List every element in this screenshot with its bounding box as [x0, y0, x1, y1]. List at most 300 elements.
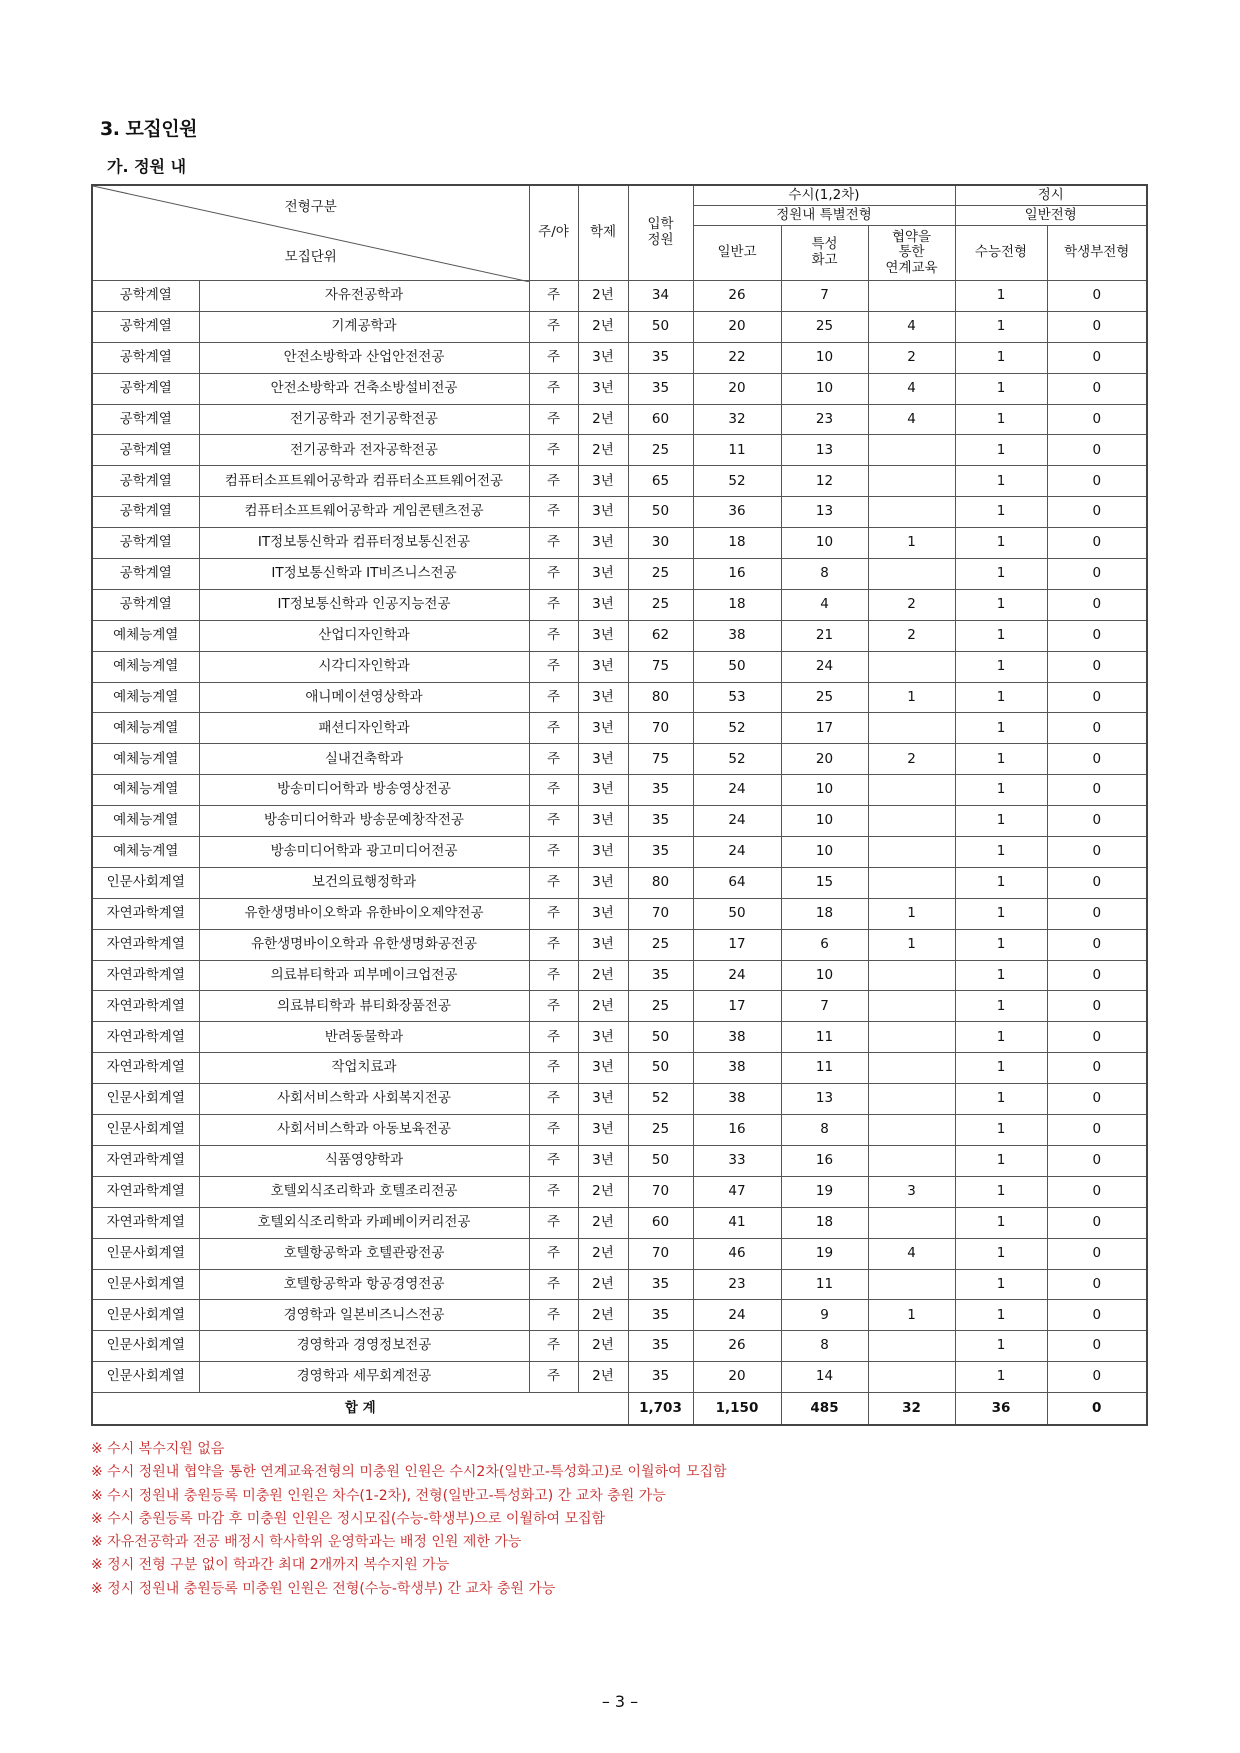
- csat-cell: 1: [955, 311, 1047, 342]
- dept-cell: 식품영양학과: [199, 1145, 529, 1176]
- csat-cell: 1: [955, 806, 1047, 837]
- notes-list: [91, 1438, 727, 1601]
- csat-cell: 1: [955, 281, 1047, 312]
- dept-cell: 사회서비스학과 아동보육전공: [199, 1115, 529, 1146]
- table-row: [92, 651, 1147, 682]
- quota-cell: 35: [628, 1300, 693, 1331]
- header-susi: 수시(1,2차): [693, 185, 955, 206]
- field-cell: 예체능계열: [92, 682, 199, 713]
- day-night-cell: 주: [529, 775, 578, 806]
- day-night-cell: 주: [529, 373, 578, 404]
- general-cell: 38: [693, 620, 781, 651]
- day-night-cell: 주: [529, 806, 578, 837]
- general-cell: 38: [693, 1022, 781, 1053]
- special-cell: 11: [781, 1269, 868, 1300]
- day-night-cell: 주: [529, 559, 578, 590]
- note-item: ※ 수시 정원내 협약을 통한 연계교육전형의 미충원 인원은 수시2차(일반고-특성화고)로 이월하여 모집함: [91, 1464, 727, 1481]
- special-cell: 8: [781, 559, 868, 590]
- special-cell: 11: [781, 1053, 868, 1084]
- record-cell: 0: [1047, 1084, 1147, 1115]
- field-cell: 인문사회계열: [92, 867, 199, 898]
- note-item: ※ 수시 복수지원 없음: [91, 1441, 225, 1457]
- table-row: [92, 342, 1147, 373]
- special-cell: 14: [781, 1362, 868, 1393]
- table-row: [92, 404, 1147, 435]
- quota-cell: 35: [628, 775, 693, 806]
- general-cell: 18: [693, 528, 781, 559]
- csat-cell: 1: [955, 559, 1047, 590]
- csat-cell: 1: [955, 744, 1047, 775]
- day-night-cell: 주: [529, 1053, 578, 1084]
- years-cell: 2년: [578, 1300, 628, 1331]
- total-row: [92, 1393, 1147, 1426]
- special-cell: 10: [781, 775, 868, 806]
- dept-cell: 경영학과 일본비즈니스전공: [199, 1300, 529, 1331]
- years-cell: 2년: [578, 404, 628, 435]
- agreement-cell: [868, 559, 955, 590]
- general-cell: 26: [693, 281, 781, 312]
- general-cell: 18: [693, 589, 781, 620]
- years-cell: 2년: [578, 1176, 628, 1207]
- record-cell: 0: [1047, 744, 1147, 775]
- special-cell: 23: [781, 404, 868, 435]
- dept-cell: 사회서비스학과 사회복지전공: [199, 1084, 529, 1115]
- record-cell: 0: [1047, 1331, 1147, 1362]
- quota-cell: 70: [628, 1238, 693, 1269]
- general-cell: 52: [693, 744, 781, 775]
- record-cell: 0: [1047, 497, 1147, 528]
- day-night-cell: 주: [529, 651, 578, 682]
- quota-cell: 50: [628, 311, 693, 342]
- header-category-label: 전형구분: [284, 199, 337, 215]
- agreement-cell: [868, 1269, 955, 1300]
- table-row: [92, 744, 1147, 775]
- day-night-cell: 주: [529, 1084, 578, 1115]
- special-cell: 19: [781, 1238, 868, 1269]
- day-night-cell: 주: [529, 1115, 578, 1146]
- special-cell: 9: [781, 1300, 868, 1331]
- table-row: [92, 1362, 1147, 1393]
- dept-cell: IT정보통신학과 컴퓨터정보통신전공: [199, 528, 529, 559]
- day-night-cell: 주: [529, 1300, 578, 1331]
- special-cell: 25: [781, 682, 868, 713]
- agreement-cell: 2: [868, 744, 955, 775]
- years-cell: 3년: [578, 806, 628, 837]
- dept-cell: 작업치료과: [199, 1053, 529, 1084]
- years-cell: 3년: [578, 589, 628, 620]
- general-cell: 32: [693, 404, 781, 435]
- table-row: [92, 1300, 1147, 1331]
- agreement-cell: [868, 991, 955, 1022]
- agreement-cell: [868, 1207, 955, 1238]
- years-cell: 3년: [578, 775, 628, 806]
- quota-cell: 35: [628, 837, 693, 868]
- general-cell: 20: [693, 373, 781, 404]
- record-cell: 0: [1047, 404, 1147, 435]
- dept-cell: 컴퓨터소프트웨어공학과 컴퓨터소프트웨어전공: [199, 466, 529, 497]
- quota-cell: 35: [628, 806, 693, 837]
- field-cell: 자연과학계열: [92, 898, 199, 929]
- table-row: [92, 620, 1147, 651]
- years-cell: 3년: [578, 713, 628, 744]
- years-cell: 2년: [578, 435, 628, 466]
- table-row: [92, 1269, 1147, 1300]
- day-night-cell: 주: [529, 867, 578, 898]
- agreement-cell: [868, 806, 955, 837]
- header-jeongsi-sub: 일반전형: [955, 206, 1147, 226]
- record-cell: 0: [1047, 620, 1147, 651]
- agreement-cell: [868, 867, 955, 898]
- agreement-cell: [868, 1115, 955, 1146]
- record-cell: 0: [1047, 1145, 1147, 1176]
- record-cell: 0: [1047, 1238, 1147, 1269]
- record-cell: 0: [1047, 1022, 1147, 1053]
- header-agreement: [868, 226, 955, 281]
- total-agree-cell: 32: [868, 1393, 955, 1426]
- agreement-cell: [868, 1145, 955, 1176]
- years-cell: 3년: [578, 744, 628, 775]
- dept-cell: 안전소방학과 산업안전전공: [199, 342, 529, 373]
- note-item: ※ 정시 정원내 충원등록 미충원 인원은 전형(수능-학생부) 간 교차 충원 가능: [91, 1580, 556, 1597]
- general-cell: 46: [693, 1238, 781, 1269]
- agreement-cell: [868, 1053, 955, 1084]
- years-cell: 2년: [578, 281, 628, 312]
- csat-cell: 1: [955, 342, 1047, 373]
- quota-cell: 75: [628, 744, 693, 775]
- general-cell: 41: [693, 1207, 781, 1238]
- dept-cell: IT정보통신학과 인공지능전공: [199, 589, 529, 620]
- general-cell: 24: [693, 1300, 781, 1331]
- general-cell: 20: [693, 1362, 781, 1393]
- years-cell: 3년: [578, 528, 628, 559]
- table-row: [92, 929, 1147, 960]
- years-cell: 3년: [578, 1145, 628, 1176]
- total-csat-cell: 36: [955, 1393, 1047, 1426]
- field-cell: 자연과학계열: [92, 991, 199, 1022]
- years-cell: 3년: [578, 867, 628, 898]
- quota-cell: 50: [628, 1053, 693, 1084]
- page-number: – 3 –: [601, 1692, 639, 1711]
- special-cell: 13: [781, 497, 868, 528]
- day-night-cell: 주: [529, 342, 578, 373]
- field-cell: 공학계열: [92, 404, 199, 435]
- record-cell: 0: [1047, 1300, 1147, 1331]
- special-cell: 18: [781, 1207, 868, 1238]
- general-cell: 24: [693, 806, 781, 837]
- record-cell: 0: [1047, 311, 1147, 342]
- quota-cell: 50: [628, 497, 693, 528]
- general-cell: 16: [693, 559, 781, 590]
- field-cell: 자연과학계열: [92, 1207, 199, 1238]
- field-cell: 예체능계열: [92, 651, 199, 682]
- dept-cell: 시각디자인학과: [199, 651, 529, 682]
- dept-cell: 전기공학과 전자공학전공: [199, 435, 529, 466]
- special-cell: 11: [781, 1022, 868, 1053]
- agreement-cell: [868, 775, 955, 806]
- special-cell: 10: [781, 342, 868, 373]
- quota-cell: 52: [628, 1084, 693, 1115]
- table-row: [92, 435, 1147, 466]
- day-night-cell: 주: [529, 1362, 578, 1393]
- table-row: [92, 1084, 1147, 1115]
- table-row: [92, 1238, 1147, 1269]
- header-years: 학제: [578, 185, 628, 281]
- years-cell: 3년: [578, 682, 628, 713]
- general-cell: 24: [693, 837, 781, 868]
- day-night-cell: 주: [529, 1331, 578, 1362]
- field-cell: 공학계열: [92, 466, 199, 497]
- special-cell: 21: [781, 620, 868, 651]
- record-cell: 0: [1047, 528, 1147, 559]
- years-cell: 3년: [578, 620, 628, 651]
- years-cell: 3년: [578, 559, 628, 590]
- csat-cell: 1: [955, 929, 1047, 960]
- agreement-cell: 2: [868, 342, 955, 373]
- agreement-cell: 1: [868, 929, 955, 960]
- years-cell: 3년: [578, 342, 628, 373]
- field-cell: 공학계열: [92, 435, 199, 466]
- agreement-cell: [868, 837, 955, 868]
- field-cell: 인문사회계열: [92, 1362, 199, 1393]
- quota-cell: 70: [628, 898, 693, 929]
- quota-cell: 60: [628, 404, 693, 435]
- total-label: 합 계: [92, 1393, 628, 1426]
- special-cell: 12: [781, 466, 868, 497]
- agreement-cell: 4: [868, 311, 955, 342]
- csat-cell: 1: [955, 528, 1047, 559]
- csat-cell: 1: [955, 1300, 1047, 1331]
- header-specialized-label: 특성 화고: [811, 236, 838, 268]
- day-night-cell: 주: [529, 589, 578, 620]
- general-cell: 47: [693, 1176, 781, 1207]
- record-cell: 0: [1047, 466, 1147, 497]
- general-cell: 22: [693, 342, 781, 373]
- day-night-cell: 주: [529, 435, 578, 466]
- day-night-cell: 주: [529, 620, 578, 651]
- field-cell: 공학계열: [92, 373, 199, 404]
- agreement-cell: [868, 1022, 955, 1053]
- dept-cell: 반려동물학과: [199, 1022, 529, 1053]
- dept-cell: 의료뷰티학과 뷰티화장품전공: [199, 991, 529, 1022]
- table-row: [92, 589, 1147, 620]
- day-night-cell: 주: [529, 929, 578, 960]
- csat-cell: 1: [955, 898, 1047, 929]
- field-cell: 공학계열: [92, 559, 199, 590]
- years-cell: 3년: [578, 373, 628, 404]
- years-cell: 3년: [578, 837, 628, 868]
- header-quota: [628, 185, 693, 281]
- header-general-school: 일반고: [693, 226, 781, 281]
- record-cell: 0: [1047, 682, 1147, 713]
- table-row: [92, 1207, 1147, 1238]
- table-row: [92, 1331, 1147, 1362]
- special-cell: 20: [781, 744, 868, 775]
- csat-cell: 1: [955, 589, 1047, 620]
- years-cell: 3년: [578, 929, 628, 960]
- field-cell: 자연과학계열: [92, 1176, 199, 1207]
- dept-cell: 전기공학과 전기공학전공: [199, 404, 529, 435]
- header-specialized-school: [781, 226, 868, 281]
- general-cell: 50: [693, 651, 781, 682]
- total-general-cell: 1,150: [693, 1393, 781, 1426]
- csat-cell: 1: [955, 1238, 1047, 1269]
- general-cell: 64: [693, 867, 781, 898]
- table-row: [92, 559, 1147, 590]
- record-cell: 0: [1047, 713, 1147, 744]
- general-cell: 16: [693, 1115, 781, 1146]
- record-cell: 0: [1047, 651, 1147, 682]
- dept-cell: 산업디자인학과: [199, 620, 529, 651]
- special-cell: 25: [781, 311, 868, 342]
- record-cell: 0: [1047, 1115, 1147, 1146]
- years-cell: 3년: [578, 1115, 628, 1146]
- dept-cell: 호텔항공학과 호텔관광전공: [199, 1238, 529, 1269]
- day-night-cell: 주: [529, 1145, 578, 1176]
- csat-cell: 1: [955, 867, 1047, 898]
- field-cell: 인문사회계열: [92, 1115, 199, 1146]
- csat-cell: 1: [955, 404, 1047, 435]
- record-cell: 0: [1047, 435, 1147, 466]
- special-cell: 8: [781, 1115, 868, 1146]
- day-night-cell: 주: [529, 682, 578, 713]
- record-cell: 0: [1047, 960, 1147, 991]
- dept-cell: 방송미디어학과 방송영상전공: [199, 775, 529, 806]
- quota-cell: 35: [628, 373, 693, 404]
- table-row: [92, 497, 1147, 528]
- csat-cell: 1: [955, 1362, 1047, 1393]
- dept-cell: 의료뷰티학과 피부메이크업전공: [199, 960, 529, 991]
- quota-cell: 25: [628, 1115, 693, 1146]
- agreement-cell: [868, 1362, 955, 1393]
- quota-cell: 50: [628, 1022, 693, 1053]
- record-cell: 0: [1047, 281, 1147, 312]
- csat-cell: 1: [955, 1145, 1047, 1176]
- field-cell: 공학계열: [92, 281, 199, 312]
- record-cell: 0: [1047, 559, 1147, 590]
- agreement-cell: 2: [868, 620, 955, 651]
- csat-cell: 1: [955, 713, 1047, 744]
- general-cell: 24: [693, 960, 781, 991]
- quota-cell: 25: [628, 435, 693, 466]
- header-quota-label: 입학 정원: [647, 216, 674, 248]
- csat-cell: 1: [955, 373, 1047, 404]
- record-cell: 0: [1047, 867, 1147, 898]
- csat-cell: 1: [955, 466, 1047, 497]
- day-night-cell: 주: [529, 898, 578, 929]
- record-cell: 0: [1047, 342, 1147, 373]
- field-cell: 인문사회계열: [92, 1331, 199, 1362]
- csat-cell: 1: [955, 497, 1047, 528]
- record-cell: 0: [1047, 589, 1147, 620]
- csat-cell: 1: [955, 1176, 1047, 1207]
- quota-cell: 25: [628, 589, 693, 620]
- csat-cell: 1: [955, 1022, 1047, 1053]
- years-cell: 3년: [578, 898, 628, 929]
- table-row: [92, 806, 1147, 837]
- note-item: ※ 수시 충원등록 마감 후 미충원 인원은 정시모집(수능-학생부)으로 이월하여 모집함: [91, 1510, 606, 1527]
- day-night-cell: 주: [529, 1022, 578, 1053]
- agreement-cell: 4: [868, 404, 955, 435]
- general-cell: 38: [693, 1084, 781, 1115]
- dept-cell: 컴퓨터소프트웨어공학과 게임콘텐츠전공: [199, 497, 529, 528]
- special-cell: 10: [781, 373, 868, 404]
- total-record-cell: 0: [1047, 1393, 1147, 1426]
- header-school-record: 학생부전형: [1047, 226, 1147, 281]
- quota-cell: 62: [628, 620, 693, 651]
- table-row: [92, 528, 1147, 559]
- agreement-cell: 1: [868, 682, 955, 713]
- record-cell: 0: [1047, 837, 1147, 868]
- special-cell: 7: [781, 281, 868, 312]
- agreement-cell: [868, 1084, 955, 1115]
- day-night-cell: 주: [529, 1207, 578, 1238]
- quota-cell: 35: [628, 342, 693, 373]
- years-cell: 3년: [578, 497, 628, 528]
- table-row: [92, 898, 1147, 929]
- table-row: [92, 991, 1147, 1022]
- csat-cell: 1: [955, 1331, 1047, 1362]
- csat-cell: 1: [955, 682, 1047, 713]
- day-night-cell: 주: [529, 528, 578, 559]
- dept-cell: 패션디자인학과: [199, 713, 529, 744]
- special-cell: 19: [781, 1176, 868, 1207]
- quota-cell: 80: [628, 682, 693, 713]
- quota-cell: 70: [628, 1176, 693, 1207]
- record-cell: 0: [1047, 1207, 1147, 1238]
- general-cell: 38: [693, 1053, 781, 1084]
- special-cell: 8: [781, 1331, 868, 1362]
- day-night-cell: 주: [529, 404, 578, 435]
- years-cell: 2년: [578, 960, 628, 991]
- general-cell: 23: [693, 1269, 781, 1300]
- header-day-night: 주/야: [529, 185, 578, 281]
- dept-cell: 보건의료행정학과: [199, 867, 529, 898]
- agreement-cell: 4: [868, 373, 955, 404]
- agreement-cell: 2: [868, 589, 955, 620]
- record-cell: 0: [1047, 991, 1147, 1022]
- field-cell: 예체능계열: [92, 806, 199, 837]
- csat-cell: 1: [955, 651, 1047, 682]
- general-cell: 24: [693, 775, 781, 806]
- quota-cell: 35: [628, 1269, 693, 1300]
- record-cell: 0: [1047, 373, 1147, 404]
- field-cell: 자연과학계열: [92, 1022, 199, 1053]
- dept-cell: 자유전공학과: [199, 281, 529, 312]
- record-cell: 0: [1047, 806, 1147, 837]
- special-cell: 18: [781, 898, 868, 929]
- field-cell: 공학계열: [92, 342, 199, 373]
- years-cell: 2년: [578, 1238, 628, 1269]
- day-night-cell: 주: [529, 960, 578, 991]
- quota-cell: 80: [628, 867, 693, 898]
- years-cell: 3년: [578, 651, 628, 682]
- agreement-cell: [868, 960, 955, 991]
- dept-cell: 경영학과 세무회계전공: [199, 1362, 529, 1393]
- table-row: [92, 1053, 1147, 1084]
- csat-cell: 1: [955, 1084, 1047, 1115]
- special-cell: 10: [781, 528, 868, 559]
- table-row: [92, 1022, 1147, 1053]
- csat-cell: 1: [955, 960, 1047, 991]
- header-agreement-label: 협약을 통한 연계교육: [885, 228, 938, 276]
- agreement-cell: 3: [868, 1176, 955, 1207]
- dept-cell: IT정보통신학과 IT비즈니스전공: [199, 559, 529, 590]
- record-cell: 0: [1047, 1053, 1147, 1084]
- record-cell: 0: [1047, 929, 1147, 960]
- csat-cell: 1: [955, 775, 1047, 806]
- field-cell: 자연과학계열: [92, 1053, 199, 1084]
- general-cell: 20: [693, 311, 781, 342]
